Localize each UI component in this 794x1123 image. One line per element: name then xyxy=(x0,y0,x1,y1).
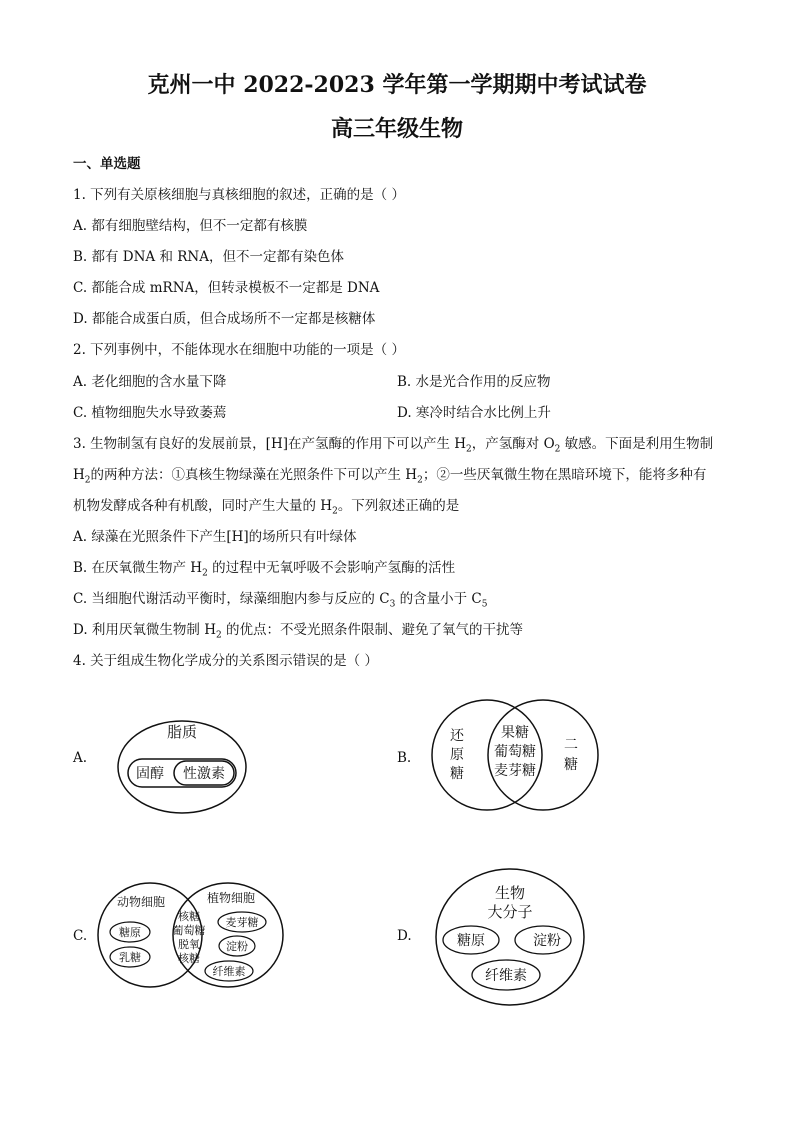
macromolecule-label-2: 大分子 xyxy=(487,903,533,921)
diagram-c xyxy=(95,880,295,995)
glucose-c-label: 葡萄糖 xyxy=(172,924,206,937)
q4-label-c: C. xyxy=(73,928,88,944)
disaccharide-label-1: 二 xyxy=(564,737,578,753)
starch-c-label: 淀粉 xyxy=(226,940,248,953)
maltose-label: 麦芽糖 xyxy=(494,763,536,779)
q4-label-b: B. xyxy=(397,750,412,766)
reducing-label-2: 原 xyxy=(450,747,464,763)
section-heading: 一、单选题 xyxy=(73,156,141,172)
animal-cell-label: 动物细胞 xyxy=(116,895,166,909)
q2-option-b: B. 水是光合作用的反应物 xyxy=(397,374,551,390)
reducing-label-1: 还 xyxy=(450,728,464,744)
q3-option-a: A. 绿藻在光照条件下产生[H]的场所只有叶绿体 xyxy=(73,529,357,545)
starch-d-label: 淀粉 xyxy=(533,933,561,949)
q1-option-a: A. 都有细胞壁结构，但不一定都有核膜 xyxy=(73,218,308,234)
q1-stem: 1. 下列有关原核细胞与真核细胞的叙述，正确的是（ ） xyxy=(73,187,405,203)
diagram-d xyxy=(430,865,600,1010)
disaccharide-label-2: 糖 xyxy=(564,757,578,773)
q2-option-d: D. 寒冷时结合水比例上升 xyxy=(397,405,551,421)
q2-stem: 2. 下列事例中，不能体现水在细胞中功能的一项是（ ） xyxy=(73,342,405,358)
q3-option-d: D. 利用厌氧微生物制 $H_2$ 的优点：不受光照条件限制、避免了氧气的干扰等 xyxy=(73,622,524,641)
diagram-b xyxy=(425,695,605,820)
title-line1: 克州一中 2022-2023 学年第一学期期中考试试卷 xyxy=(147,72,647,98)
lactose-label: 乳糖 xyxy=(119,951,141,964)
q3-line2: $H_2$的两种方法：①真核生物绿藻在光照条件下可以产生 $H_2$；②一些厌氧微生物在黑暗环境下，能将多种有 xyxy=(73,467,707,486)
q2-option-a: A. 老化细胞的含水量下降 xyxy=(73,374,227,390)
glycogen-d-label: 糖原 xyxy=(457,933,485,949)
q1-option-d: D. 都能合成蛋白质，但合成场所不一定都是核糖体 xyxy=(73,311,376,327)
q3-option-b: B. 在厌氧微生物产 $H_2$ 的过程中无氧呼吸不会影响产氢酶的活性 xyxy=(73,560,456,579)
glycogen-label: 糖原 xyxy=(119,926,141,939)
cellulose-c-label: 纤维素 xyxy=(212,965,246,978)
maltose-c-label: 麦芽糖 xyxy=(225,916,259,929)
diagram-a xyxy=(110,715,270,820)
q4-stem: 4. 关于组成生物化学成分的关系图示错误的是（ ） xyxy=(73,653,378,669)
glucose-label: 葡萄糖 xyxy=(494,744,536,760)
q4-label-a: A. xyxy=(73,750,88,766)
sterol-label: 固醇 xyxy=(136,766,164,782)
q3-option-c: C. 当细胞代谢活动平衡时，绿藻细胞内参与反应的 $C_3$ 的含量小于 $C_5$ xyxy=(73,591,488,610)
q3-line1: 3. 生物制氢有良好的发展前景，[H]在产氢酶的作用下可以产生 $H_2$，产氢酶对 $O_2$ 敏感。下面是利用生物制 xyxy=(73,436,714,455)
fructose-label: 果糖 xyxy=(501,725,529,741)
plant-cell-label: 植物细胞 xyxy=(206,891,256,905)
q1-option-b: B. 都有 DNA 和 RNA，但不一定都有染色体 xyxy=(73,249,344,265)
deoxy-label: 脱氧 xyxy=(178,938,200,951)
title-line2: 高三年级生物 xyxy=(330,116,463,142)
q1-option-c: C. 都能合成 mRNA，但转录模板不一定都是 DNA xyxy=(73,280,380,296)
ribose-label: 核糖 xyxy=(178,910,200,923)
reducing-label-3: 糖 xyxy=(450,766,464,782)
q3-line3: 机物发酵成各种有机酸，同时产生大量的 $H_2$。下列叙述正确的是 xyxy=(73,498,460,517)
q2-option-c: C. 植物细胞失水导致萎蔫 xyxy=(73,405,227,421)
deoxyribose-label: 核糖 xyxy=(178,952,200,965)
macromolecule-label-1: 生物 xyxy=(494,884,526,902)
q4-label-d: D. xyxy=(397,928,412,944)
sex-hormone-label: 性激素 xyxy=(183,766,225,782)
lipid-label: 脂质 xyxy=(166,723,198,741)
cellulose-d-label: 纤维素 xyxy=(485,968,527,984)
